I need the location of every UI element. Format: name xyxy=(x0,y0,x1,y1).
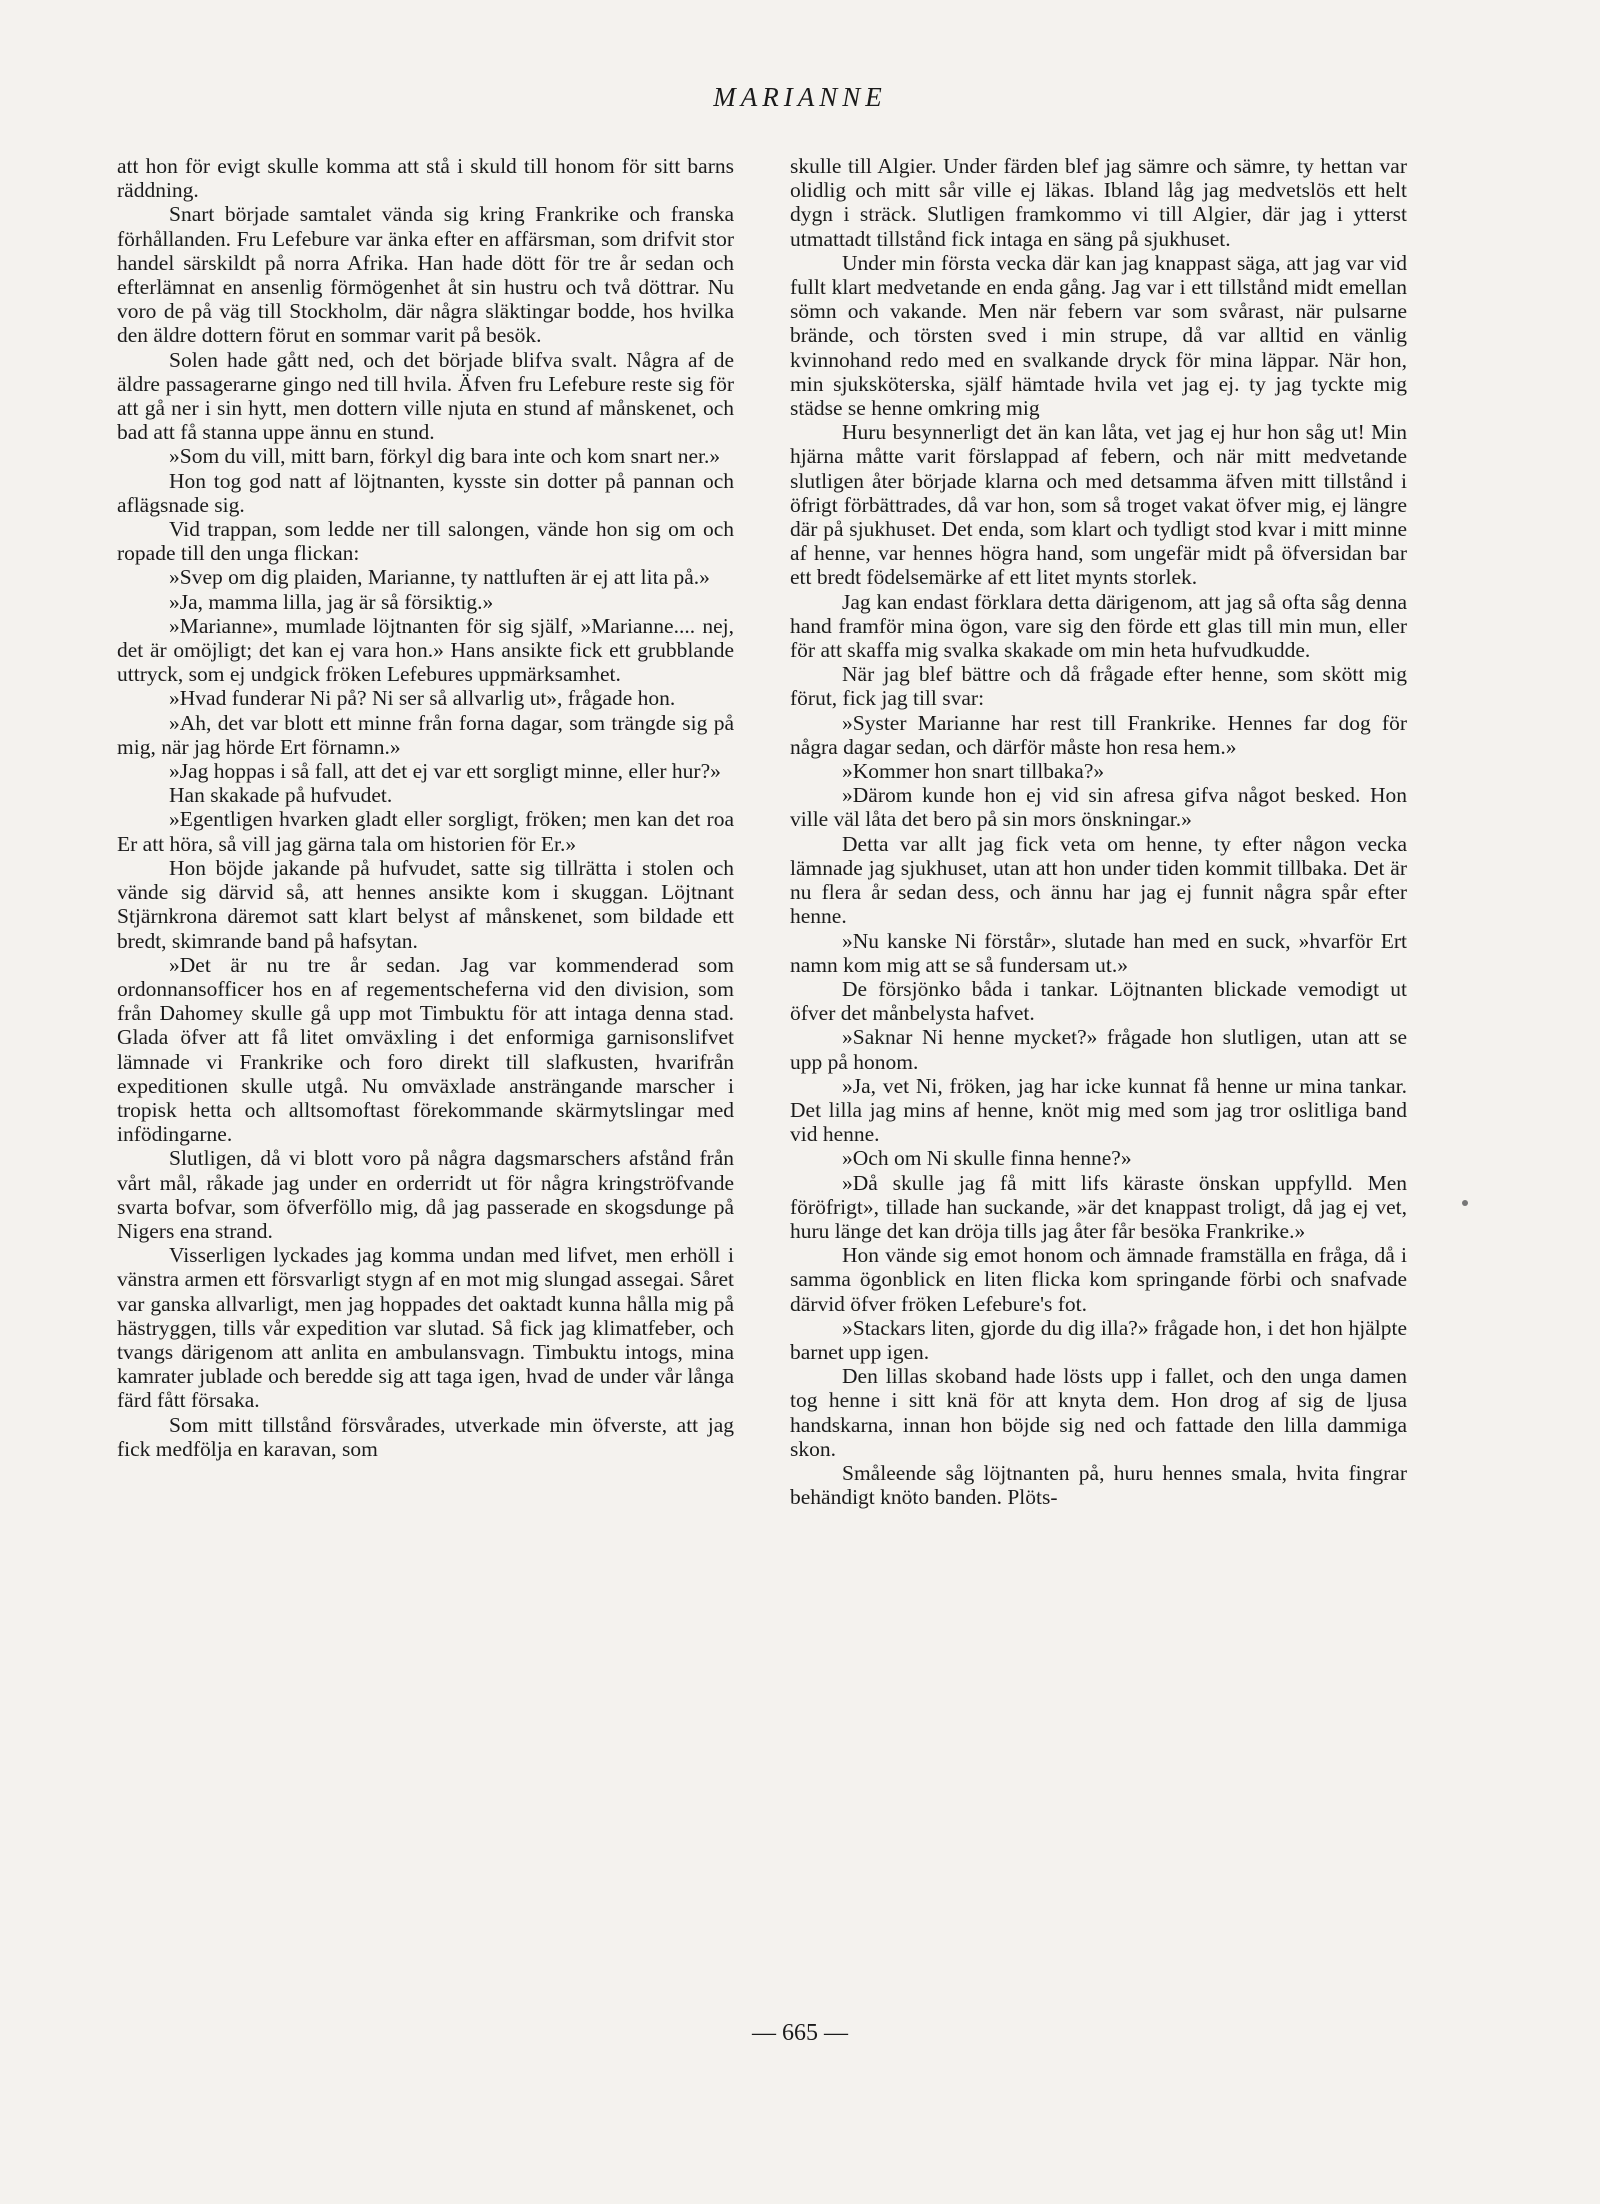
paragraph: Jag kan endast förklara detta därigenom, att jag så ofta såg denna hand framför mina ögon, vare sig den förde ett glas till min mun, eller för att skaffa mig svalka skakade om min heta hufvudkudde. xyxy=(790,589,1407,663)
paragraph: att hon för evigt skulle komma att stå i skuld till honom för sitt barns räddning. xyxy=(117,154,734,203)
paragraph: De försjönko båda i tankar. Löjtnanten blickade vemodigt ut öfver det månbelysta hafvet. xyxy=(790,976,1407,1026)
paragraph: »Marianne», mumlade löjtnanten för sig själf, »Marianne.... nej, det är omöjligt; det kan ej vara hon.» Hans ansikte fick ett grubblande uttryck, som ej undgick fröken Lefebures uppmärksamhet. xyxy=(117,613,734,687)
paragraph: »Egentligen hvarken gladt eller sorgligt, fröken; men kan det roa Er att höra, så vill jag gärna tala om historien för Er.» xyxy=(117,807,734,856)
paragraph: Som mitt tillstånd försvårades, utverkade min öfverste, att jag fick medfölja en karavan, som xyxy=(117,1412,734,1461)
paragraph: »Hvad funderar Ni på? Ni ser så allvarlig ut», frågade hon. xyxy=(169,686,676,711)
paragraph: »Ja, vet Ni, fröken, jag har icke kunnat få henne ur mina tankar. Det lilla jag mins af henne, knöt mig med som jag tror oslitliga band vid henne. xyxy=(790,1073,1407,1147)
paragraph: Solen hade gått ned, och det började blifva svalt. Några af de äldre passagerarne gingo ned till hvila. Äfven fru Lefebure reste sig för att gå ner i sin hytt, men dottern ville njuta en stund af månskenet, och bad att få stanna uppe ännu en stund. xyxy=(117,347,734,445)
paragraph: När jag blef bättre och då frågade efter henne, som skött mig förut, fick jag till svar: xyxy=(790,662,1407,711)
paragraph: Hon tog god natt af löjtnanten, kysste sin dotter på pannan och aflägsnade sig. xyxy=(117,468,734,517)
paragraph: »Ja, mamma lilla, jag är så försiktig.» xyxy=(169,589,494,614)
paragraph: »Kommer hon snart tillbaka?» xyxy=(842,759,1105,784)
paragraph: Vid trappan, som ledde ner till salongen, vände hon sig om och ropade till den unga flickan: xyxy=(117,517,734,566)
paragraph: Detta var allt jag fick veta om henne, ty efter någon vecka lämnade jag sjukhuset, utan att hon under tiden kommit tillbaka. Det är nu flera år sedan dess, och ännu har jag ej funnit några spår efter henne. xyxy=(790,831,1407,929)
paragraph: Småleende såg löjtnanten på, huru hennes smala, hvita fingrar behändigt knöto banden. Plöts- xyxy=(790,1460,1407,1510)
paragraph: Den lillas skoband hade lösts upp i fallet, och den unga damen tog henne i sitt knä för att knyta dem. Hon drog af sig de ljusa handskarna, innan hon böjde sig ned och fattade den lilla dammiga skon. xyxy=(790,1364,1407,1461)
paragraph: Visserligen lyckades jag komma undan med lifvet, men erhöll i vänstra armen ett försvarligt stygn af en mot mig slungad assegai. Såret var ganska allvarligt, men jag hoppades det oaktadt kunna hålla mig på hästryggen, tills vår expedition var slutad. Så fick jag klimatfeber, och tvangs därigenom att anlita en ambulansvagn. Timbuktu intogs, mina kamrater jublade och beredde sig att taga igen, hvad de under vår långa färd fått försaka. xyxy=(117,1243,734,1413)
paragraph: »Syster Marianne har rest till Frankrike. Hennes far dog för några dagar sedan, och därför måste hon resa hem.» xyxy=(790,710,1407,759)
paragraph: »Som du vill, mitt barn, förkyl dig bara inte och kom snart ner.» xyxy=(169,444,721,469)
paragraph: Huru besynnerligt det än kan låta, vet jag ej hur hon såg ut! Min hjärna måtte varit förslappad af febern, och när mitt medvetande slutligen åter började klarna och med detsamma äfven mitt tillstånd i öfrigt förbättrades, då var hon, som så troget vakat öfver mig, ej längre där på sjukhuset. Det enda, som klart och tydligt stod kvar i mitt minne af henne, var hennes högra hand, som ungefär midt på öfversidan bar ett bredt födelsemärke af ett litet mynts storlek. xyxy=(790,420,1407,590)
paragraph: »Svep om dig plaiden, Marianne, ty nattluften är ej att lita på.» xyxy=(169,565,710,590)
paragraph: »Då skulle jag få mitt lifs käraste önskan uppfylld. Men föröfrigt», tillade han suckande, »är det knappast troligt, då jag ej vet, huru länge det kan dröja tills jag åter får besöka Frankrike.» xyxy=(790,1170,1407,1243)
paragraph: Han skakade på hufvudet. xyxy=(169,783,393,808)
right-column xyxy=(790,154,1407,1509)
paragraph: skulle till Algier. Under färden blef jag sämre och sämre, ty hettan var olidlig och mitt sår ville ej läkas. Ibland låg jag medvetslös ett helt dygn i sträck. Slutligen framkommo vi till Algier, där jag i ytterst utmattadt tillstånd fick intaga en säng på sjukhuset. xyxy=(790,154,1407,251)
paragraph: »Stackars liten, gjorde du dig illa?» frågade hon, i det hon hjälpte barnet upp igen. xyxy=(790,1315,1407,1364)
paragraph: »Saknar Ni henne mycket?» frågade hon slutligen, utan att se upp på honom. xyxy=(790,1025,1407,1074)
page-number: — 665 — xyxy=(752,2020,848,2046)
paragraph: Slutligen, då vi blott voro på några dagsmarschers afstånd från vårt mål, råkade jag under en orderridt ut för några kringströfvande svarta bofvar, som öfverföllo mig, då jag passerade en skogsdunge på Nigers ena strand. xyxy=(117,1146,734,1243)
paragraph: Snart började samtalet vända sig kring Frankrike och franska förhållanden. Fru Lefebure var änka efter en affärsman, som drifvit stor handel särskildt på norra Afrika. Han hade dött för tre år sedan och efterlämnat en ansenlig förmögenhet åt sin hustru och två döttrar. Nu voro de på väg till Stockholm, där några släktingar bodde, hos hvilka den äldre dottern förut en sommar varit på besök. xyxy=(117,202,734,348)
paragraph: »Ah, det var blott ett minne från forna dagar, som trängde sig på mig, när jag hörde Ert förnamn.» xyxy=(117,710,734,759)
paragraph: »Det är nu tre år sedan. Jag var kommenderad som ordonnansofficer hos en af regementscheferna vid den division, som från Dahomey skulle gå upp mot Timbuktu för att intaga denna stad. Glada öfver att få litet omväxling i det enformiga garnisonslifvet lämnade vi Frankrike och foro direkt till slafkusten, hvarifrån expeditionen skulle utgå. Nu omväxlade ansträngande marscher i tropisk hetta och alltsomoftast förekommande skärmytslingar med infödingarne. xyxy=(117,952,734,1147)
paragraph: Hon vände sig emot honom och ämnade framställa en fråga, då i samma ögonblick en liten flicka kom springande förbi och snafvade därvid öfver fröken Lefebure's fot. xyxy=(790,1243,1407,1316)
paragraph: »Därom kunde hon ej vid sin afresa gifva något besked. Hon ville väl låta det bero på sin mors önskningar.» xyxy=(790,783,1407,832)
paragraph: »Och om Ni skulle finna henne?» xyxy=(842,1146,1132,1171)
paragraph: Under min första vecka där kan jag knappast säga, att jag var vid fullt klart medvetande en enda gång. Jag var i ett tillstånd midt emellan sömn och vakande. Men när febern var som svårast, när pulsarne brände, och törsten sved i min strupe, då var alltid en vänlig kvinnohand redo med en svalkande dryck för mina läppar. När hon, min sjuksköterska, själf hämtade hvila vet jag ej. ty jag tyckte mig städse se henne omkring mig xyxy=(790,250,1407,421)
left-column xyxy=(117,154,734,1461)
paragraph: Hon böjde jakande på hufvudet, satte sig tillrätta i stolen och vände sig därvid så, att hennes ansikte kom i skuggan. Löjtnant Stjärnkrona däremot satt klart belyst af månskenet, som bildade ett bredt, skimrande band på hafsytan. xyxy=(117,855,734,953)
print-speck xyxy=(1462,1200,1468,1206)
paragraph: »Jag hoppas i så fall, att det ej var ett sorgligt minne, eller hur?» xyxy=(169,759,721,784)
paragraph: »Nu kanske Ni förstår», slutade han med en suck, »hvarför Ert namn kom mig att se så fundersam ut.» xyxy=(790,928,1407,977)
page-title: MARIANNE xyxy=(713,82,887,112)
